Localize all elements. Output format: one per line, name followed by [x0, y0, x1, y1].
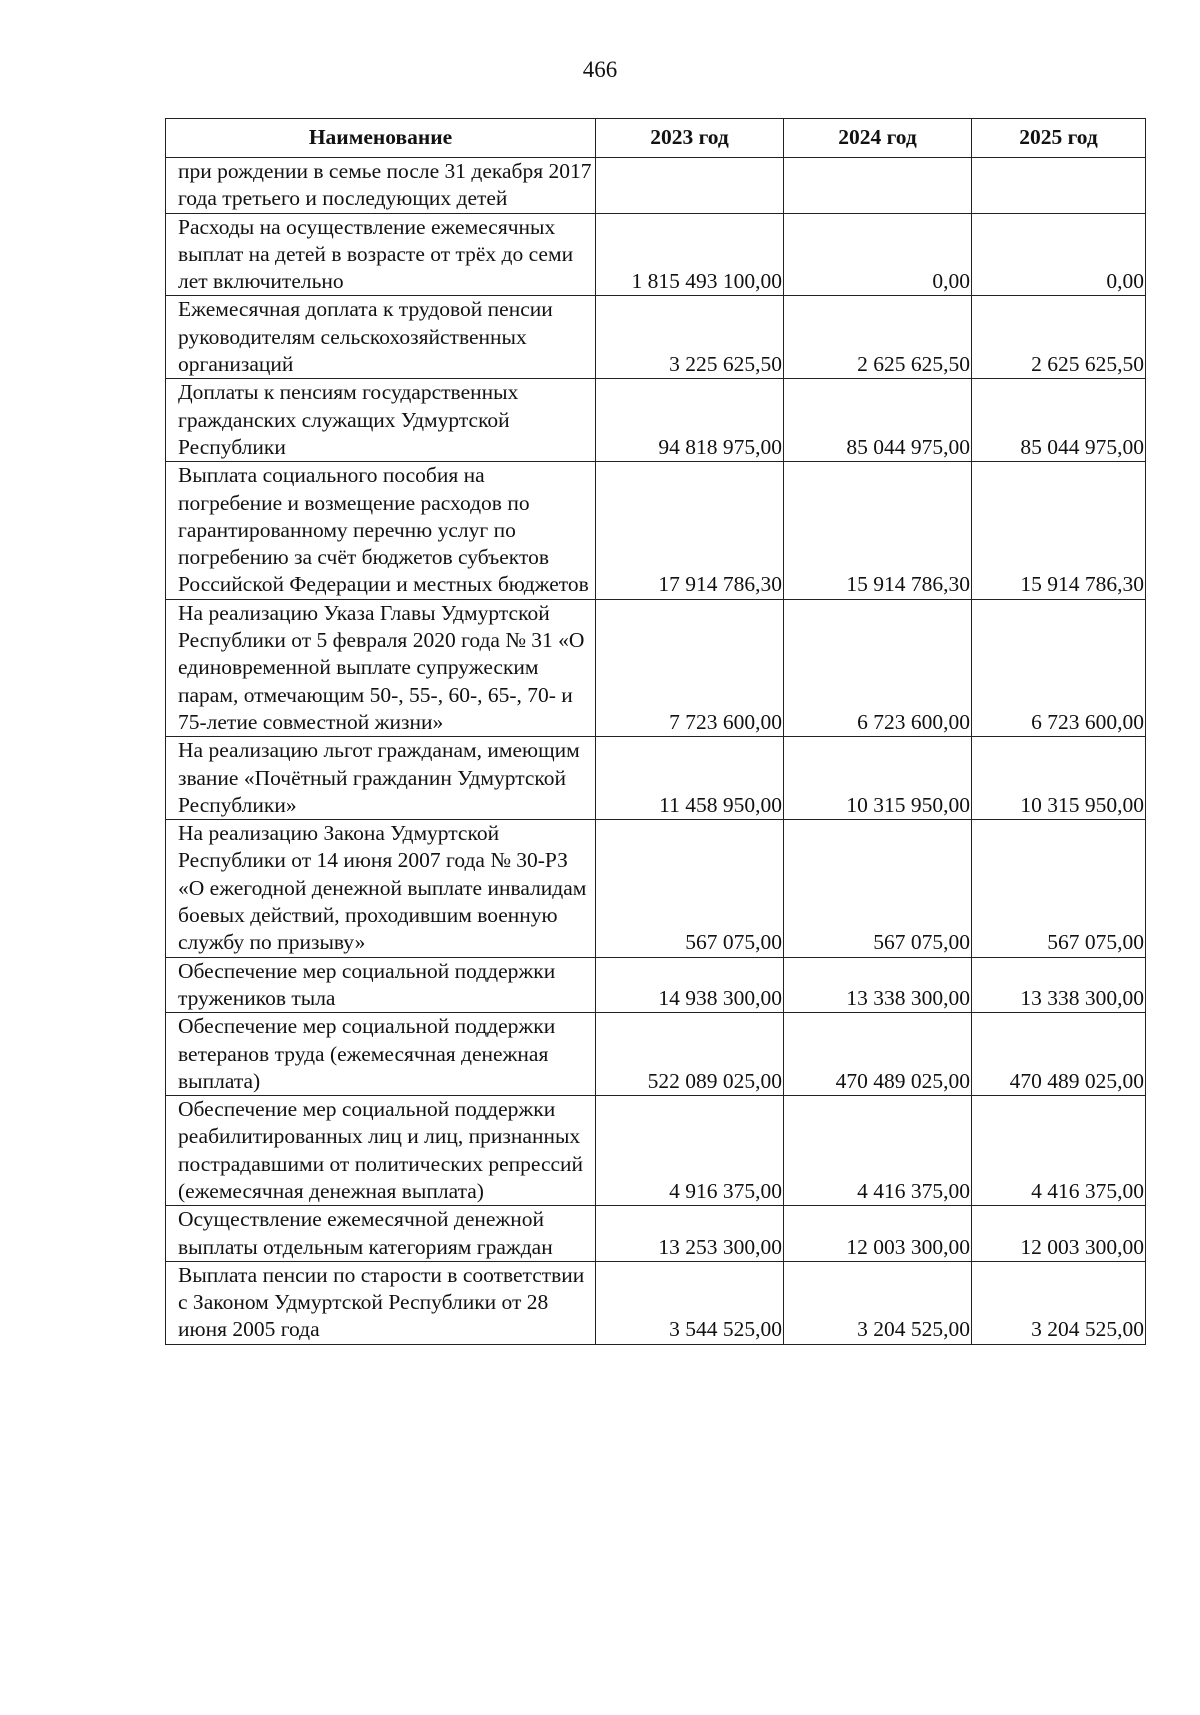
value-2025: 0,00	[972, 213, 1146, 296]
value-2023: 522 089 025,00	[596, 1013, 784, 1096]
value-2025: 10 315 950,00	[972, 737, 1146, 820]
budget-table	[165, 118, 1146, 1345]
table-row	[166, 1206, 1146, 1262]
row-name: Осуществление ежемесячной денежной выплаты отдельным категориям граждан	[166, 1206, 596, 1262]
header-2023: 2023 год	[596, 119, 784, 158]
row-name: На реализацию льгот гражданам, имеющим звание «Почётный гражданин Удмуртской Республики»	[166, 737, 596, 820]
value-2024: 3 204 525,00	[784, 1261, 972, 1344]
value-2023: 3 544 525,00	[596, 1261, 784, 1344]
value-2024: 470 489 025,00	[784, 1013, 972, 1096]
table-row	[166, 1096, 1146, 1206]
value-2023: 3 225 625,50	[596, 296, 784, 379]
value-2025: 12 003 300,00	[972, 1206, 1146, 1262]
value-2023: 14 938 300,00	[596, 957, 784, 1013]
table-row	[166, 1261, 1146, 1344]
row-name: Обеспечение мер социальной поддержки тружеников тыла	[166, 957, 596, 1013]
table-row	[166, 462, 1146, 599]
table-row	[166, 158, 1146, 214]
table-row	[166, 957, 1146, 1013]
value-2024: 2 625 625,50	[784, 296, 972, 379]
table-row	[166, 379, 1146, 462]
header-2025: 2025 год	[972, 119, 1146, 158]
header-name: Наименование	[166, 119, 596, 158]
value-2023: 17 914 786,30	[596, 462, 784, 599]
value-2024	[784, 158, 972, 214]
value-2024: 6 723 600,00	[784, 599, 972, 736]
value-2024: 0,00	[784, 213, 972, 296]
row-name: На реализацию Указа Главы Удмуртской Республики от 5 февраля 2020 года № 31 «О единовременной выплате супружеским парам, отмечающим 50-, 55-, 60-, 65-, 70- и 75-летие совместной жизни»	[166, 599, 596, 736]
table-row	[166, 1013, 1146, 1096]
value-2025: 567 075,00	[972, 820, 1146, 957]
value-2023: 4 916 375,00	[596, 1096, 784, 1206]
row-name: Выплата пенсии по старости в соответствии с Законом Удмуртской Республики от 28 июня 2005 года	[166, 1261, 596, 1344]
row-name: На реализацию Закона Удмуртской Республики от 14 июня 2007 года № 30-РЗ «О ежегодной денежной выплате инвалидам боевых действий, проходившим военную службу по призыву»	[166, 820, 596, 957]
value-2025: 2 625 625,50	[972, 296, 1146, 379]
table-row	[166, 296, 1146, 379]
row-name: при рождении в семье после 31 декабря 2017 года третьего и последующих детей	[166, 158, 596, 214]
value-2023: 94 818 975,00	[596, 379, 784, 462]
value-2023: 1 815 493 100,00	[596, 213, 784, 296]
value-2025: 85 044 975,00	[972, 379, 1146, 462]
value-2025: 3 204 525,00	[972, 1261, 1146, 1344]
row-name: Обеспечение мер социальной поддержки реабилитированных лиц и лиц, признанных пострадавшими от политических репрессий (ежемесячная денежная выплата)	[166, 1096, 596, 1206]
value-2023: 11 458 950,00	[596, 737, 784, 820]
row-name: Выплата социального пособия на погребение и возмещение расходов по гарантированному перечню услуг по погребению за счёт бюджетов субъектов Российской Федерации и местных бюджетов	[166, 462, 596, 599]
value-2023: 13 253 300,00	[596, 1206, 784, 1262]
value-2024: 567 075,00	[784, 820, 972, 957]
value-2025: 6 723 600,00	[972, 599, 1146, 736]
value-2024: 12 003 300,00	[784, 1206, 972, 1262]
value-2025: 15 914 786,30	[972, 462, 1146, 599]
value-2024: 85 044 975,00	[784, 379, 972, 462]
table-row	[166, 599, 1146, 736]
value-2024: 15 914 786,30	[784, 462, 972, 599]
table-row	[166, 213, 1146, 296]
header-2024: 2024 год	[784, 119, 972, 158]
row-name: Доплаты к пенсиям государственных гражданских служащих Удмуртской Республики	[166, 379, 596, 462]
page-number: 466	[582, 57, 618, 82]
value-2023: 7 723 600,00	[596, 599, 784, 736]
table-row	[166, 737, 1146, 820]
table-header-row	[166, 119, 1146, 158]
value-2023: 567 075,00	[596, 820, 784, 957]
table-row	[166, 820, 1146, 957]
row-name: Обеспечение мер социальной поддержки ветеранов труда (ежемесячная денежная выплата)	[166, 1013, 596, 1096]
value-2025: 13 338 300,00	[972, 957, 1146, 1013]
row-name: Расходы на осуществление ежемесячных выплат на детей в возрасте от трёх до семи лет включительно	[166, 213, 596, 296]
value-2024: 13 338 300,00	[784, 957, 972, 1013]
value-2024: 4 416 375,00	[784, 1096, 972, 1206]
value-2025	[972, 158, 1146, 214]
value-2023	[596, 158, 784, 214]
value-2025: 470 489 025,00	[972, 1013, 1146, 1096]
row-name: Ежемесячная доплата к трудовой пенсии руководителям сельскохозяйственных организаций	[166, 296, 596, 379]
value-2024: 10 315 950,00	[784, 737, 972, 820]
value-2025: 4 416 375,00	[972, 1096, 1146, 1206]
